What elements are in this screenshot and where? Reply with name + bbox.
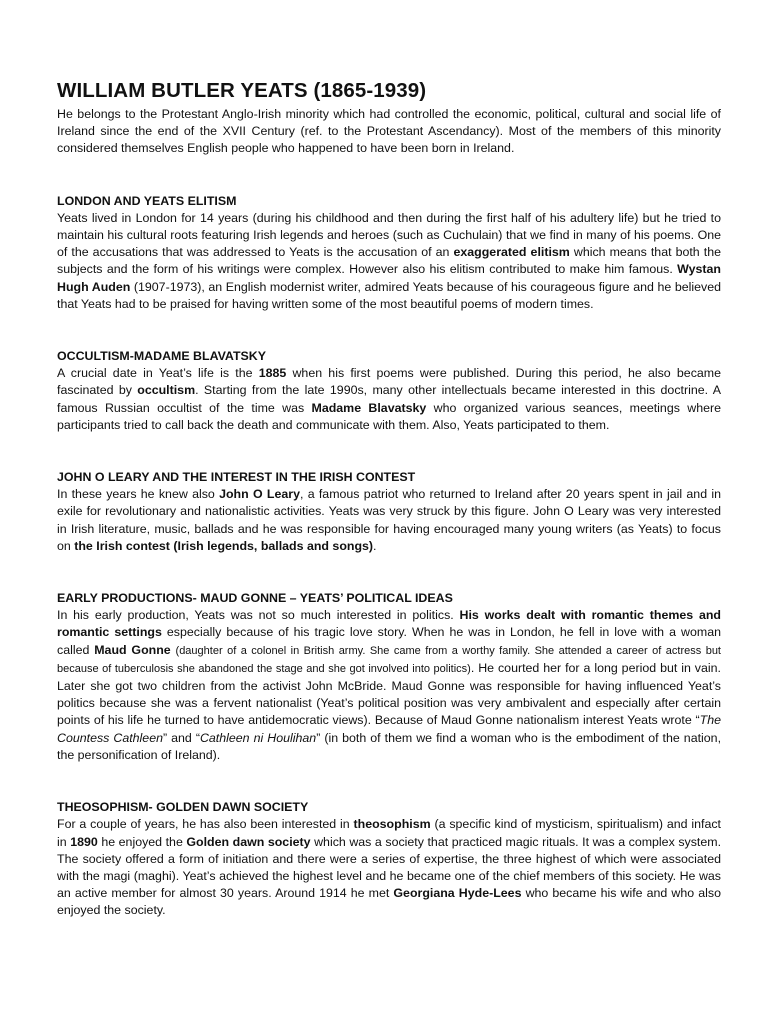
bold-text-run: exaggerated elitism — [453, 245, 570, 260]
section-paragraph — [57, 816, 721, 919]
section-theosophism — [57, 799, 721, 919]
section-john-o-leary — [57, 469, 721, 555]
section-london-elitism — [57, 193, 721, 313]
text-run: especially because of his tragic love story. When he was in London, he fell in love with a woman called — [57, 625, 721, 657]
text-run: ” and “ — [162, 730, 200, 745]
text-run: He belongs to the Protestant Anglo-Irish minority which had controlled the economic, political, cultural and social life of Ireland since the end of the XVII Century (ref. to the Protestant Ascendancy). Most of the members of this minority considered themselves English people who happened to have been born in Ireland. — [57, 107, 721, 156]
section-maud-gonne — [57, 590, 721, 764]
bold-text-run: 1890 — [70, 834, 98, 849]
text-run: , a famous patriot who returned to Ireland after 20 years spent in jail and in exile for revolutionary and nationalistic activities. Yeats was very struck by this figure. John O Leary was very interested in Irish literature, music, ballads and he was responsible for having encouraged many young writers (as Yeats) to focus on — [57, 487, 722, 553]
bold-text-run: Georgiana Hyde-Lees — [393, 886, 522, 901]
text-run: Yeats lived in London for 14 years (during his childhood and then during the first half of his adultery life) but he tried to maintain his cultural roots featuring Irish legends and heroes (such as Cuchulain) that we find in many of his poems. One of the accusations that was addressed to Yeats is the accusation of an — [57, 210, 721, 260]
text-run: A crucial date in Yeat’s life is the — [57, 366, 259, 381]
section-heading: OCCULTISM-MADAME BLAVATSKY — [57, 349, 267, 364]
section-heading: THEOSOPHISM- GOLDEN DAWN SOCIETY — [57, 800, 309, 815]
section-paragraph — [57, 210, 721, 313]
bold-text-run: Maud Gonne — [94, 642, 171, 657]
text-run: . Starting from the late 1990s, many other intellectuals became interested in this doctrine. A famous Russian occultist of the time was — [57, 383, 721, 415]
text-run: which means that both the subjects and the form of his writings were complex. However also his elitism contributed to make him famous. — [57, 245, 721, 277]
bold-text-run: theosophism — [353, 817, 431, 832]
bold-text-run: 1885 — [258, 366, 287, 381]
text-run: (1907-1973), an English modernist writer, admired Yeats because of his courageous figure and he believed that Yeats had to be praised for having written some of the most beautiful poems of modern times. — [57, 279, 721, 311]
text-run: . — [373, 538, 377, 553]
italic-text-run: Cathleen ni Houlihan — [199, 730, 317, 745]
small-text-run: (daughter of a colonel in British army. She came from a worthy family. She attended a career of actress but because of tuberculosis she abandoned the stage and she got involved into politics) — [57, 644, 721, 675]
bold-text-run: Golden dawn society — [186, 834, 311, 849]
text-run: who became his wife and who also enjoyed the society. — [57, 886, 721, 918]
document-title: WILLIAM BUTLER YEATS (1865-1939) — [57, 79, 427, 102]
text-run: who organized various seances, meetings where participants tried to call back the death and communicate with them. Also, Yeats participated to them. — [57, 400, 721, 432]
text-run: which was a society that practiced magic rituals. It was a complex system. The society offered a form of initiation and there were a series of expertise, the three highest of which were associated with the magi (maghi). Yeat’s achieved the highest level and he became one of the chief members of this society. He was an active member for almost 30 years. Around 1914 he met — [57, 834, 722, 901]
text-run: (a specific kind of mysticism, spiritualism) and infact in — [57, 817, 722, 849]
section-paragraph — [57, 486, 721, 555]
text-run: In his early production, Yeats was not so much interested in politics. — [57, 608, 460, 623]
section-heading: EARLY PRODUCTIONS- MAUD GONNE – YEATS’ POLITICAL IDEAS — [57, 591, 453, 606]
italic-text-run: The Countess Cathleen — [57, 713, 721, 745]
bold-text-run: His works dealt with romantic themes and romantic settings — [57, 608, 721, 640]
bold-text-run: Wystan Hugh Auden — [57, 262, 721, 294]
bold-text-run: John O Leary — [219, 487, 300, 502]
section-heading: LONDON AND YEATS ELITISM — [57, 193, 237, 208]
section-heading: JOHN O LEARY AND THE INTEREST IN THE IRISH CONTEST — [57, 470, 416, 485]
section-occultism — [57, 348, 721, 434]
text-run: when his first poems were published. During this period, he also became fascinated by — [57, 366, 721, 398]
bold-text-run: occultism — [137, 383, 196, 398]
section-paragraph — [57, 607, 721, 764]
bold-text-run: the Irish contest (Irish legends, ballads and songs) — [74, 538, 374, 553]
text-run: ” (in both of them we find a woman who is the embodiment of the nation, the personification of Ireland). — [57, 730, 722, 762]
intro-paragraph — [57, 106, 721, 158]
section-paragraph — [57, 365, 721, 434]
text-run: . He courted her for a long period but in vain. Later she got two children from the activist John McBride. Maud Gonne was responsible for having influenced Yeat’s politics because she was a fervent nationalist (Yeat’s political position was very ambivalent and especially after certain points of his life he turned to have antidemocratic views). Because of Maud Gonne nationalism interest Yeats wrote “ — [57, 660, 721, 728]
text-run: For a couple of years, he has also been interested in — [57, 817, 354, 832]
bold-text-run: Madame Blavatsky — [311, 400, 427, 415]
document-page — [57, 76, 721, 920]
text-run: he enjoyed the — [97, 834, 187, 849]
text-run: In these years he knew also — [57, 487, 220, 502]
